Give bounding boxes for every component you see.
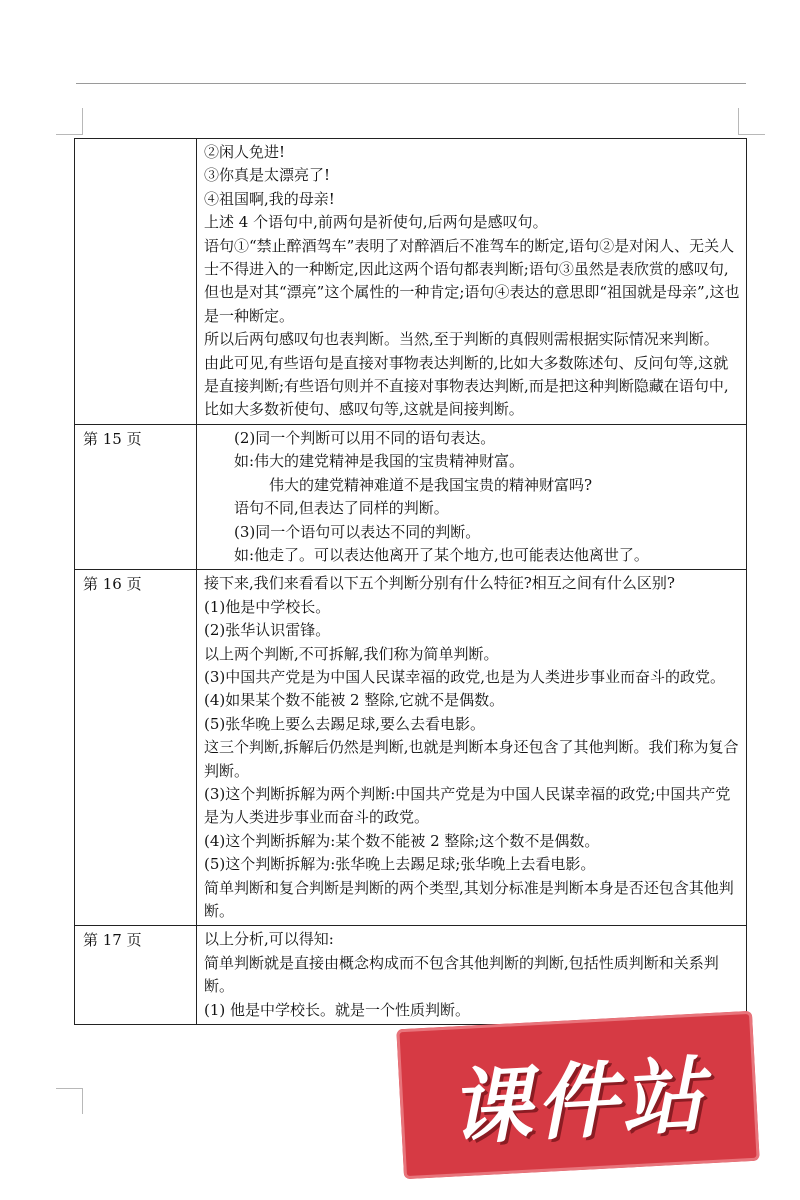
crop-mark xyxy=(738,108,739,134)
text-paragraph: 由此可见,有些语句是直接对事物表达判断的,比如大多数陈述句、反问句等,这就是直接判断;有些语句则并不直接对事物表达判断,而是把这种判断隐藏在语句中,比如大多数祈使句、感叹句等,这就是间接判断。 xyxy=(204,353,729,419)
content-cell xyxy=(197,139,747,425)
watermark-text: 课件站 xyxy=(447,1047,710,1157)
text-line: 以上分析,可以得知: xyxy=(204,930,334,949)
text-line: (2)同一个判断可以用不同的语句表达。 xyxy=(234,428,496,447)
page-cell xyxy=(75,139,197,425)
crop-mark xyxy=(56,1088,83,1089)
text-paragraph: 接下来,我们来看看以下五个判断分别有什么特征?相互之间有什么区别? xyxy=(204,574,675,593)
crop-mark xyxy=(82,108,83,134)
table-row xyxy=(75,570,747,926)
text-line: (5)这个判断拆解为:张华晚上去踢足球;张华晚上去看电影。 xyxy=(204,855,596,874)
text-line: (4)这个判断拆解为:某个数不能被 2 整除;这个数不是偶数。 xyxy=(204,831,600,850)
page-cell: 第 15 页 xyxy=(75,424,197,569)
text-line: 上述 4 个语句中,前两句是祈使句,后两句是感叹句。 xyxy=(204,213,548,232)
text-line: (2)张华认识雷锋。 xyxy=(204,621,331,640)
crop-mark xyxy=(56,134,83,135)
text-line: 语句不同,但表达了同样的判断。 xyxy=(234,499,449,518)
text-paragraph: 所以后两句感叹句也表判断。当然,至于判断的真假则需根据实际情况来判断。 xyxy=(204,330,719,349)
text-paragraph: 语句①“禁止醉酒驾车”表明了对醉酒后不准驾车的断定,语句②是对闲人、无关人士不得进入的一种断定,因此这两个语句都表判断;语句③虽然是表欣赏的感叹句,但也是对其“漂亮”这个属性的一种肯定;语句④表达的意思即“祖国就是母亲”,这也是一种断定。 xyxy=(204,236,740,325)
content-cell xyxy=(197,424,747,569)
text-line: 如:伟大的建党精神是我国的宝贵精神财富。 xyxy=(234,452,525,471)
table-row xyxy=(75,926,747,1025)
content-cell xyxy=(197,570,747,926)
table-row xyxy=(75,139,747,425)
text-line: ②闲人免进! xyxy=(204,143,286,161)
text-line: 以上两个判断,不可拆解,我们称为简单判断。 xyxy=(204,644,499,663)
text-paragraph: 简单判断和复合判断是判断的两个类型,其划分标准是判断本身是否还包含其他判断。 xyxy=(204,878,734,920)
page-cell: 第 17 页 xyxy=(75,926,197,1025)
crop-mark xyxy=(738,134,765,135)
text-line: 伟大的建党精神难道不是我国宝贵的精神财富吗? xyxy=(269,475,593,494)
table-row xyxy=(75,424,747,569)
crop-mark xyxy=(82,1088,83,1114)
text-line: (4)如果某个数不能被 2 整除,它就不是偶数。 xyxy=(204,691,505,710)
text-paragraph: (3)这个判断拆解为两个判断:中国共产党是为中国人民谋幸福的政党;中国共产党是为人类进步事业而奋斗的政党。 xyxy=(204,784,731,827)
text-line: ③你真是太漂亮了! xyxy=(204,166,331,185)
text-paragraph: 这三个判断,拆解后仍然是判断,也就是判断本身还包含了其他判断。我们称为复合判断。 xyxy=(204,738,739,780)
watermark-stamp xyxy=(396,1011,759,1179)
content-cell xyxy=(197,926,747,1025)
header-rule xyxy=(76,83,746,84)
text-line: (3)同一个语句可以表达不同的判断。 xyxy=(234,522,481,541)
text-line: (5)张华晚上要么去踢足球,要么去看电影。 xyxy=(204,714,486,733)
lesson-table xyxy=(74,138,747,1025)
page-cell: 第 16 页 xyxy=(75,570,197,926)
text-line: (1)他是中学校长。 xyxy=(204,597,331,616)
text-paragraph: (3)中国共产党是为中国人民谋幸福的政党,也是为人类进步事业而奋斗的政党。 xyxy=(204,667,726,686)
text-line: (1) 他是中学校长。就是一个性质判断。 xyxy=(204,1000,471,1019)
text-line: ④祖国啊,我的母亲! xyxy=(204,189,335,208)
text-line: 如:他走了。可以表达他离开了某个地方,也可能表达他离世了。 xyxy=(234,545,649,564)
text-paragraph: 简单判断就是直接由概念构成而不包含其他判断的判断,包括性质判断和关系判断。 xyxy=(204,953,719,996)
